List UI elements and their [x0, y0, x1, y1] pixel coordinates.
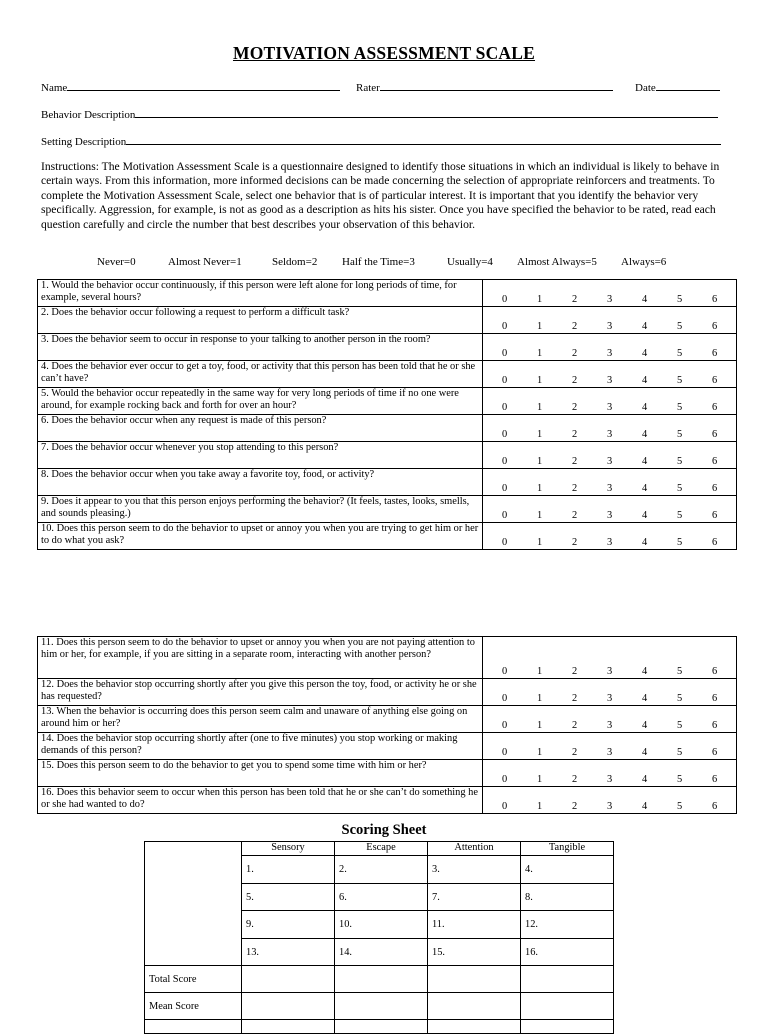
rating-option[interactable]: 0: [502, 801, 508, 812]
rank-label: [145, 1020, 242, 1034]
behavior-description-line[interactable]: [135, 107, 718, 118]
rating-option[interactable]: 5: [677, 402, 683, 413]
rating-option[interactable]: 5: [677, 666, 683, 677]
rating-option[interactable]: 4: [642, 375, 648, 386]
score-cell[interactable]: 6.: [335, 884, 428, 911]
behavior-description-label: Behavior Description: [41, 109, 136, 121]
rating-option[interactable]: 0: [502, 666, 508, 677]
rank-cell[interactable]: [521, 1020, 614, 1034]
question-text: 11. Does this person seem to do the behavior to upset or annoy you when you are not paying attention to him or her, for example, if you are sitting in a separate room, interacting with another person?: [38, 637, 483, 679]
rating-options: [483, 800, 736, 813]
rating-option[interactable]: 3: [607, 375, 613, 386]
total-score-cell[interactable]: [335, 966, 428, 993]
rating-option[interactable]: 5: [677, 456, 683, 467]
scoring-blank-cell: [145, 842, 242, 966]
question-row: [38, 469, 737, 496]
rating-option[interactable]: 1: [537, 483, 543, 494]
score-cell[interactable]: 15.: [428, 939, 521, 966]
rating-option[interactable]: 2: [572, 747, 578, 758]
rating-options: [483, 293, 736, 306]
rating-cell: [483, 787, 737, 814]
score-cell[interactable]: 4.: [521, 856, 614, 884]
rating-option[interactable]: 1: [537, 801, 543, 812]
setting-description-field[interactable]: [41, 134, 721, 148]
rating-option[interactable]: 2: [572, 510, 578, 521]
legend-item: Seldom=2: [272, 256, 318, 268]
rating-options: [483, 455, 736, 468]
rating-option[interactable]: 4: [642, 693, 648, 704]
question-row: [38, 334, 737, 361]
rating-option[interactable]: 6: [712, 294, 718, 305]
question-text: 12. Does the behavior stop occurring shortly after you give this person the toy, food, or activity he or she has requested?: [38, 679, 483, 706]
rating-option[interactable]: 5: [677, 801, 683, 812]
page-title: MOTIVATION ASSESSMENT SCALE: [232, 43, 536, 63]
rating-option[interactable]: 3: [607, 456, 613, 467]
question-row: [38, 706, 737, 733]
column-header-attention: Attention: [428, 842, 521, 856]
rating-option[interactable]: 1: [537, 693, 543, 704]
scoring-sheet-title: Scoring Sheet: [341, 822, 427, 838]
mean-score-cell[interactable]: [335, 993, 428, 1020]
rating-option[interactable]: 5: [677, 747, 683, 758]
rating-option[interactable]: 1: [537, 747, 543, 758]
question-row: [38, 787, 737, 814]
rating-option[interactable]: 1: [537, 375, 543, 386]
question-text: 8. Does the behavior occur when you take away a favorite toy, food, or activity?: [38, 469, 483, 496]
rating-option[interactable]: 0: [502, 510, 508, 521]
mean-score-cell[interactable]: [242, 993, 335, 1020]
score-cell[interactable]: 13.: [242, 939, 335, 966]
total-score-cell[interactable]: [521, 966, 614, 993]
rating-option[interactable]: 2: [572, 666, 578, 677]
rating-option[interactable]: 1: [537, 321, 543, 332]
setting-description-label: Setting Description: [41, 136, 127, 148]
rating-option[interactable]: 0: [502, 456, 508, 467]
question-row: [38, 679, 737, 706]
rating-cell: [483, 496, 737, 523]
mean-score-label: Mean Score: [145, 993, 242, 1020]
rating-option[interactable]: 3: [607, 693, 613, 704]
question-row: [38, 361, 737, 388]
rating-option[interactable]: 4: [642, 429, 648, 440]
rating-option[interactable]: 1: [537, 774, 543, 785]
total-score-cell[interactable]: [428, 966, 521, 993]
rating-option[interactable]: 0: [502, 720, 508, 731]
rating-option[interactable]: 4: [642, 456, 648, 467]
question-text: 10. Does this person seem to do the behavior to upset or annoy you when you are trying to get him or her to do what you ask?: [38, 523, 483, 550]
rating-options: [483, 320, 736, 333]
total-score-label: Total Score: [145, 966, 242, 993]
rating-option[interactable]: 2: [572, 720, 578, 731]
name-field[interactable]: [41, 80, 340, 94]
rating-option[interactable]: 1: [537, 456, 543, 467]
rating-options: [483, 401, 736, 414]
rating-option[interactable]: 2: [572, 483, 578, 494]
rating-option[interactable]: 0: [502, 348, 508, 359]
question-text: 13. When the behavior is occurring does this person seem calm and unaware of anything else going on around him or her?: [38, 706, 483, 733]
legend-item: Never=0: [97, 256, 136, 268]
legend-item: Always=6: [621, 256, 667, 268]
question-text: 16. Does this behavior seem to occur when this person has been told that he or she can’t do something he or she had wanted to do?: [38, 787, 483, 814]
rating-option[interactable]: 3: [607, 510, 613, 521]
rating-option[interactable]: 0: [502, 693, 508, 704]
rating-option[interactable]: 3: [607, 666, 613, 677]
rating-cell: [483, 361, 737, 388]
question-text: 3. Does the behavior seem to occur in response to your talking to another person in the room?: [38, 334, 483, 361]
behavior-description-field[interactable]: [41, 107, 718, 121]
rating-option[interactable]: 1: [537, 429, 543, 440]
score-cell[interactable]: 8.: [521, 884, 614, 911]
rating-option[interactable]: 5: [677, 510, 683, 521]
score-cell[interactable]: 10.: [335, 911, 428, 939]
score-cell[interactable]: 9.: [242, 911, 335, 939]
rating-option[interactable]: 6: [712, 510, 718, 521]
rating-option[interactable]: 3: [607, 294, 613, 305]
rating-option[interactable]: 5: [677, 348, 683, 359]
rating-option[interactable]: 6: [712, 348, 718, 359]
name-label: Name: [41, 82, 68, 94]
rating-option[interactable]: 5: [677, 720, 683, 731]
rating-cell: [483, 415, 737, 442]
question-row: [38, 280, 737, 307]
rating-option[interactable]: 4: [642, 321, 648, 332]
rating-option[interactable]: 2: [572, 375, 578, 386]
question-text: 2. Does the behavior occur following a request to perform a difficult task?: [38, 307, 483, 334]
rating-cell: [483, 469, 737, 496]
questions-table-2: [37, 636, 737, 814]
rating-option[interactable]: 4: [642, 483, 648, 494]
question-text: 7. Does the behavior occur whenever you stop attending to this person?: [38, 442, 483, 469]
total-score-cell[interactable]: [242, 966, 335, 993]
rating-option[interactable]: 0: [502, 402, 508, 413]
rating-option[interactable]: 2: [572, 321, 578, 332]
rating-option[interactable]: 0: [502, 747, 508, 758]
rating-cell: [483, 637, 737, 679]
rating-option[interactable]: 6: [712, 720, 718, 731]
rater-label: Rater: [356, 82, 380, 94]
rating-option[interactable]: 0: [502, 294, 508, 305]
question-text: 6. Does the behavior occur when any request is made of this person?: [38, 415, 483, 442]
rating-option[interactable]: 2: [572, 429, 578, 440]
rater-line[interactable]: [380, 80, 613, 91]
rating-option[interactable]: 3: [607, 348, 613, 359]
rating-option[interactable]: 4: [642, 402, 648, 413]
rating-option[interactable]: 4: [642, 348, 648, 359]
column-header-tangible: Tangible: [521, 842, 614, 856]
rating-option[interactable]: 5: [677, 693, 683, 704]
rating-option[interactable]: 3: [607, 747, 613, 758]
rating-cell: [483, 307, 737, 334]
rating-cell: [483, 334, 737, 361]
rating-option[interactable]: 4: [642, 510, 648, 521]
rating-option[interactable]: 4: [642, 294, 648, 305]
question-row: [38, 415, 737, 442]
question-text: 9. Does it appear to you that this person enjoys performing the behavior? (It feels, tastes, looks, smells, and sounds pleasing.): [38, 496, 483, 523]
legend-item: Almost Never=1: [168, 256, 242, 268]
rating-option[interactable]: 5: [677, 483, 683, 494]
rating-option[interactable]: 2: [572, 693, 578, 704]
rating-options: [483, 719, 736, 732]
rating-option[interactable]: 2: [572, 402, 578, 413]
rating-option[interactable]: 6: [712, 429, 718, 440]
rating-option[interactable]: 6: [712, 402, 718, 413]
rating-option[interactable]: 4: [642, 666, 648, 677]
setting-description-line[interactable]: [126, 134, 721, 145]
rating-cell: [483, 760, 737, 787]
rating-option[interactable]: 4: [642, 537, 648, 548]
scoring-table: [144, 841, 614, 1034]
rating-cell: [483, 733, 737, 760]
rating-option[interactable]: 3: [607, 483, 613, 494]
rating-cell: [483, 388, 737, 415]
rating-option[interactable]: 1: [537, 510, 543, 521]
rating-option[interactable]: 1: [537, 348, 543, 359]
question-text: 1. Would the behavior occur continuously, if this person were left alone for long periods of time, for example, several hours?: [38, 280, 483, 307]
rating-options: [483, 773, 736, 786]
rating-option[interactable]: 5: [677, 537, 683, 548]
rating-options: [483, 665, 736, 678]
rating-option[interactable]: 5: [677, 294, 683, 305]
rating-option[interactable]: 5: [677, 774, 683, 785]
rating-option[interactable]: 6: [712, 666, 718, 677]
rating-option[interactable]: 1: [537, 294, 543, 305]
rating-option[interactable]: 6: [712, 321, 718, 332]
rating-options: [483, 509, 736, 522]
name-line[interactable]: [67, 80, 340, 91]
rating-option[interactable]: 1: [537, 402, 543, 413]
rank-cell[interactable]: [242, 1020, 335, 1034]
rating-option[interactable]: 6: [712, 747, 718, 758]
legend-item: Half the Time=3: [342, 256, 415, 268]
rating-cell: [483, 280, 737, 307]
rating-option[interactable]: 0: [502, 774, 508, 785]
question-row: [38, 637, 737, 679]
rating-option[interactable]: 3: [607, 429, 613, 440]
rating-option[interactable]: 3: [607, 801, 613, 812]
rating-option[interactable]: 6: [712, 774, 718, 785]
question-row: [38, 388, 737, 415]
rating-options: [483, 347, 736, 360]
rating-option[interactable]: 5: [677, 429, 683, 440]
rank-cell[interactable]: [428, 1020, 521, 1034]
rating-cell: [483, 706, 737, 733]
column-header-sensory: Sensory: [242, 842, 335, 856]
rater-field[interactable]: [356, 80, 613, 94]
date-line[interactable]: [656, 80, 720, 91]
rating-option[interactable]: 6: [712, 537, 718, 548]
date-field[interactable]: [635, 80, 720, 94]
rating-option[interactable]: 6: [712, 375, 718, 386]
score-cell[interactable]: 11.: [428, 911, 521, 939]
rating-options: [483, 536, 736, 549]
rating-option[interactable]: 0: [502, 375, 508, 386]
rating-option[interactable]: 0: [502, 483, 508, 494]
question-row: [38, 523, 737, 550]
rating-option[interactable]: 1: [537, 666, 543, 677]
rating-option[interactable]: 5: [677, 375, 683, 386]
rank-cell[interactable]: [335, 1020, 428, 1034]
rating-option[interactable]: 2: [572, 294, 578, 305]
question-row: [38, 496, 737, 523]
mean-score-cell[interactable]: [428, 993, 521, 1020]
rating-option[interactable]: 5: [677, 321, 683, 332]
question-text: 4. Does the behavior ever occur to get a toy, food, or activity that this person has been told that he or she can’t have?: [38, 361, 483, 388]
rating-option[interactable]: 3: [607, 402, 613, 413]
rating-option[interactable]: 3: [607, 774, 613, 785]
score-cell[interactable]: 2.: [335, 856, 428, 884]
score-cell[interactable]: 12.: [521, 911, 614, 939]
question-row: [38, 733, 737, 760]
rating-option[interactable]: 4: [642, 720, 648, 731]
rating-option[interactable]: 0: [502, 537, 508, 548]
score-cell[interactable]: 1.: [242, 856, 335, 884]
rating-option[interactable]: 2: [572, 801, 578, 812]
mean-score-cell[interactable]: [521, 993, 614, 1020]
legend-item: Almost Always=5: [517, 256, 597, 268]
rating-option[interactable]: 6: [712, 801, 718, 812]
rating-option[interactable]: 2: [572, 456, 578, 467]
rating-option[interactable]: 0: [502, 429, 508, 440]
rating-option[interactable]: 3: [607, 321, 613, 332]
rating-options: [483, 482, 736, 495]
rating-option[interactable]: 3: [607, 720, 613, 731]
rating-cell: [483, 679, 737, 706]
score-cell[interactable]: 3.: [428, 856, 521, 884]
rating-options: [483, 428, 736, 441]
rating-options: [483, 374, 736, 387]
legend-item: Usually=4: [447, 256, 493, 268]
question-text: 5. Would the behavior occur repeatedly in the same way for very long periods of time if no one were around, for example rocking back and forth for over an hour?: [38, 388, 483, 415]
score-cell[interactable]: 14.: [335, 939, 428, 966]
instructions: Instructions: The Motivation Assessment Scale is a questionnaire designed to identify those situations in which an individual is likely to behave in certain ways. From this information, more informed decisions can be made concerning the selection of appropriate reinforcers and treatments. To complete the Motivation Assessment Scale, select one behavior that is of particular interest. It is important that you identify the behavior very specifically. Aggression, for example, is not as good as a description as hits his sister. Once you have specified the behavior to be rated, read each question carefully and circle the number that best describes your observation of this behavior.: [41, 160, 720, 231]
rating-option[interactable]: 2: [572, 348, 578, 359]
rating-cell: [483, 523, 737, 550]
rating-option[interactable]: 0: [502, 321, 508, 332]
rating-option[interactable]: 4: [642, 801, 648, 812]
column-header-escape: Escape: [335, 842, 428, 856]
score-cell[interactable]: 16.: [521, 939, 614, 966]
rating-option[interactable]: 3: [607, 537, 613, 548]
question-text: 15. Does this person seem to do the behavior to get you to spend some time with him or her?: [38, 760, 483, 787]
rating-options: [483, 746, 736, 759]
rating-options: [483, 692, 736, 705]
question-text: 14. Does the behavior stop occurring shortly after (one to five minutes) you stop working or making demands of this person?: [38, 733, 483, 760]
rating-option[interactable]: 6: [712, 456, 718, 467]
rating-option[interactable]: 1: [537, 720, 543, 731]
date-label: Date: [635, 82, 656, 94]
question-row: [38, 760, 737, 787]
rating-option[interactable]: 6: [712, 693, 718, 704]
score-cell[interactable]: 7.: [428, 884, 521, 911]
rating-cell: [483, 442, 737, 469]
rating-option[interactable]: 4: [642, 747, 648, 758]
rating-option[interactable]: 6: [712, 483, 718, 494]
score-cell[interactable]: 5.: [242, 884, 335, 911]
question-row: [38, 442, 737, 469]
questions-table-1: [37, 279, 737, 550]
rating-option[interactable]: 2: [572, 537, 578, 548]
rating-option[interactable]: 4: [642, 774, 648, 785]
rating-option[interactable]: 1: [537, 537, 543, 548]
rating-option[interactable]: 2: [572, 774, 578, 785]
question-row: [38, 307, 737, 334]
